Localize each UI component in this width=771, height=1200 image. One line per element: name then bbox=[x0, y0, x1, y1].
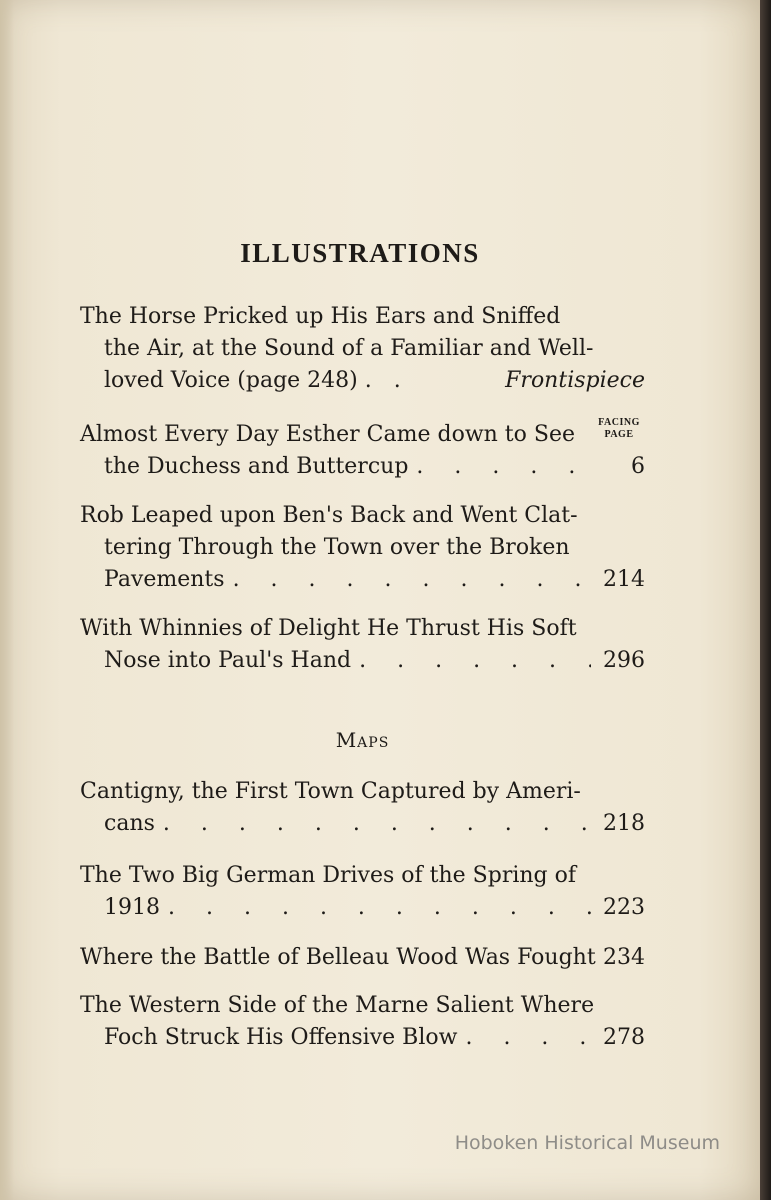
entry-line: The Western Side of the Marne Salient Where bbox=[80, 993, 595, 1018]
entry-line bbox=[80, 645, 645, 677]
entry-leader bbox=[465, 1022, 591, 1054]
watermark: Hoboken Historical Museum bbox=[454, 1132, 720, 1154]
page-number: 296 bbox=[603, 648, 645, 673]
page-number: 278 bbox=[603, 1025, 645, 1050]
entry-text: Foch Struck His Offensive Blow bbox=[104, 1025, 458, 1050]
entry-line: tering Through the Town over the Broken bbox=[104, 535, 570, 560]
entry-line: The Two Big German Drives of the Spring of bbox=[80, 863, 577, 888]
entry-text: Pavements bbox=[104, 567, 225, 592]
entry-line: Cantigny, the First Town Captured by Ameri- bbox=[80, 779, 581, 804]
entry-leader bbox=[416, 451, 591, 483]
entry-text: the Duchess and Buttercup bbox=[104, 454, 409, 479]
page-number: 234 bbox=[603, 945, 645, 970]
page-number: 223 bbox=[603, 895, 645, 920]
section-heading-maps: Maps bbox=[335, 728, 390, 752]
page-gutter-shadow bbox=[0, 0, 14, 1200]
entry-text: Where the Battle of Belleau Wood Was Fought bbox=[80, 945, 596, 970]
page-number: 218 bbox=[603, 811, 645, 836]
entry-line bbox=[80, 564, 645, 596]
entry-line: Almost Every Day Esther Came down to See bbox=[80, 422, 575, 447]
entry-line bbox=[80, 942, 645, 974]
entry-leader bbox=[233, 564, 591, 596]
entry-text: cans bbox=[104, 811, 155, 836]
entry-leader bbox=[168, 892, 591, 924]
list-item bbox=[80, 500, 645, 596]
page-number: Frontispiece bbox=[505, 368, 645, 393]
book-edge bbox=[760, 0, 771, 1200]
list-item bbox=[80, 419, 645, 483]
entry-leader bbox=[163, 808, 591, 840]
entry-text: 1918 bbox=[104, 895, 160, 920]
entry-line: Rob Leaped upon Ben's Back and Went Clat- bbox=[80, 503, 578, 528]
entry-leader: . bbox=[393, 368, 401, 393]
entry-line bbox=[80, 808, 645, 840]
entry-line: The Horse Pricked up His Ears and Sniffed bbox=[80, 304, 561, 329]
entry-text: loved Voice (page 248) . bbox=[104, 368, 372, 393]
list-item bbox=[80, 942, 645, 974]
entry-line bbox=[80, 365, 645, 397]
list-item bbox=[80, 776, 645, 840]
entry-leader bbox=[359, 645, 591, 677]
entry-line: the Air, at the Sound of a Familiar and Well- bbox=[104, 336, 594, 361]
entry-text: Nose into Paul's Hand bbox=[104, 648, 352, 673]
facing-page-label: FACING PAGE bbox=[598, 417, 640, 440]
page-number: 214 bbox=[603, 567, 645, 592]
entry-line: With Whinnies of Delight He Thrust His Soft bbox=[80, 616, 577, 641]
list-item bbox=[80, 613, 645, 677]
entry-line bbox=[80, 892, 645, 924]
entry-line bbox=[80, 451, 645, 483]
page-number: 6 bbox=[631, 454, 645, 479]
list-item bbox=[80, 990, 645, 1054]
entry-line bbox=[80, 1022, 645, 1054]
list-item bbox=[80, 860, 645, 924]
list-item bbox=[80, 301, 645, 397]
page-title: ILLUSTRATIONS bbox=[240, 238, 480, 268]
